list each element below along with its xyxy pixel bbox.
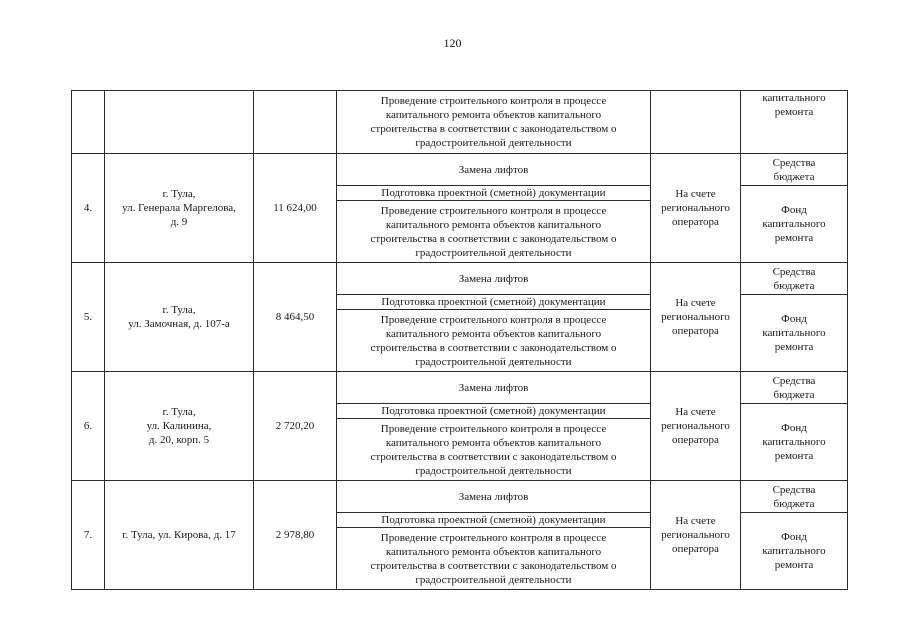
- source-budget-cell: Средства бюджета: [741, 154, 848, 186]
- address-cell: г. Тула, ул. Замочная, д. 107-а: [105, 263, 254, 372]
- repair-schedule-table: [71, 90, 848, 590]
- table-row: [72, 154, 848, 186]
- account-cell: [651, 91, 741, 154]
- source-fund-cell: Фонд капитального ремонта: [741, 513, 848, 590]
- account-cell: На счете регионального оператора: [651, 481, 741, 590]
- work-design-cell: Подготовка проектной (сметной) документации: [337, 404, 651, 419]
- table-row: [72, 263, 848, 295]
- work-design-cell: Подготовка проектной (сметной) документации: [337, 186, 651, 201]
- source-fund-cell: Фонд капитального ремонта: [741, 404, 848, 481]
- work-control-cell: Проведение строительного контроля в процессе капитального ремонта объектов капитального строительства в соответствии с законодательством о градостроительной деятельности: [337, 528, 651, 590]
- account-cell: На счете регионального оператора: [651, 154, 741, 263]
- account-cell: На счете регионального оператора: [651, 372, 741, 481]
- work-lift-cell: Замена лифтов: [337, 263, 651, 295]
- address-cell: [105, 91, 254, 154]
- table-row-continuation: [72, 91, 848, 154]
- row-number: 6.: [72, 372, 105, 481]
- cost-cell: 8 464,50: [254, 263, 337, 372]
- work-lift-cell: Замена лифтов: [337, 154, 651, 186]
- cost-cell: [254, 91, 337, 154]
- cost-cell: 11 624,00: [254, 154, 337, 263]
- row-number: 4.: [72, 154, 105, 263]
- source-fund-cell: капитального ремонта: [741, 91, 848, 154]
- work-control-cell: Проведение строительного контроля в процессе капитального ремонта объектов капитального строительства в соответствии с законодательством о градостроительной деятельности: [337, 91, 651, 154]
- work-control-cell: Проведение строительного контроля в процессе капитального ремонта объектов капитального строительства в соответствии с законодательством о градостроительной деятельности: [337, 201, 651, 263]
- table-row: [72, 372, 848, 404]
- source-fund-cell: Фонд капитального ремонта: [741, 186, 848, 263]
- work-design-cell: Подготовка проектной (сметной) документации: [337, 295, 651, 310]
- work-design-cell: Подготовка проектной (сметной) документации: [337, 513, 651, 528]
- work-control-cell: Проведение строительного контроля в процессе капитального ремонта объектов капитального строительства в соответствии с законодательством о градостроительной деятельности: [337, 419, 651, 481]
- work-lift-cell: Замена лифтов: [337, 481, 651, 513]
- page-number: 120: [443, 36, 462, 50]
- cost-cell: 2 720,20: [254, 372, 337, 481]
- cost-cell: 2 978,80: [254, 481, 337, 590]
- num-cell: [72, 91, 105, 154]
- row-number: 7.: [72, 481, 105, 590]
- work-lift-cell: Замена лифтов: [337, 372, 651, 404]
- source-budget-cell: Средства бюджета: [741, 372, 848, 404]
- work-control-cell: Проведение строительного контроля в процессе капитального ремонта объектов капитального строительства в соответствии с законодательством о градостроительной деятельности: [337, 310, 651, 372]
- source-budget-cell: Средства бюджета: [741, 481, 848, 513]
- address-cell: г. Тула, ул. Кирова, д. 17: [105, 481, 254, 590]
- account-cell: На счете регионального оператора: [651, 263, 741, 372]
- source-budget-cell: Средства бюджета: [741, 263, 848, 295]
- table-row: [72, 481, 848, 513]
- source-fund-cell: Фонд капитального ремонта: [741, 295, 848, 372]
- address-cell: г. Тула, ул. Калинина, д. 20, корп. 5: [105, 372, 254, 481]
- row-number: 5.: [72, 263, 105, 372]
- address-cell: г. Тула, ул. Генерала Маргелова, д. 9: [105, 154, 254, 263]
